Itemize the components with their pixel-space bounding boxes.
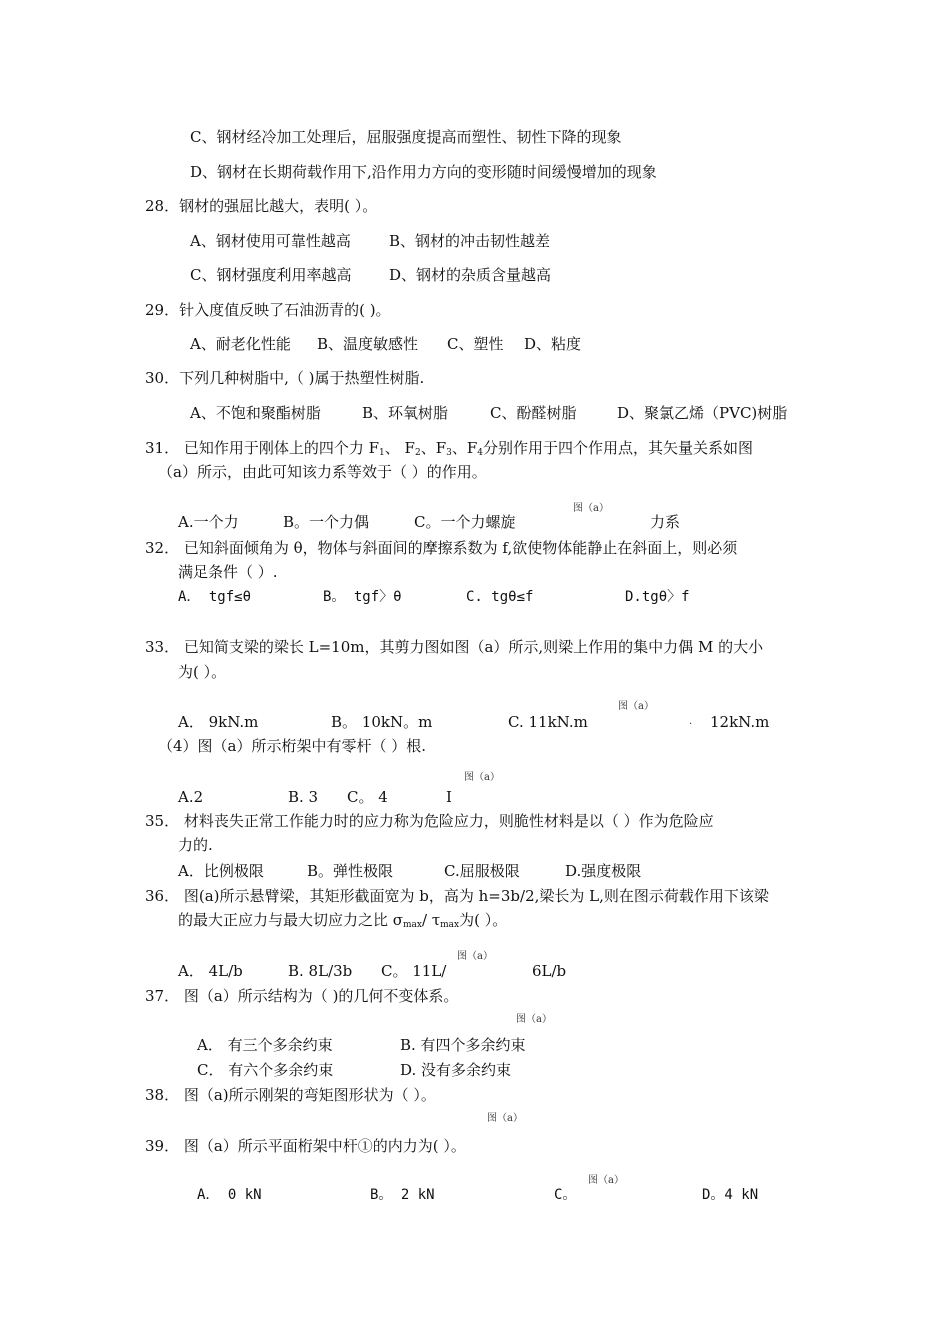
q32-stem-line1: 32． 已知斜面倾角为 θ，物体与斜面间的摩擦系数为 f,欲使物体能静止在斜面上，则必须 — [145, 539, 738, 557]
q31-option-a: A.一个力 — [178, 513, 239, 531]
q28-option-c: C、钢材强度利用率越高 — [190, 266, 352, 284]
q33-stem-line1: 33． 已知简支梁的梁长 L=10m，其剪力图如图（a）所示,则梁上作用的集中力偶 M 的大小 — [145, 638, 764, 656]
q34-stem: （4）图（a）所示桁架中有零杆（ ）根. — [158, 737, 427, 755]
q39-option-a: A． 0 kN — [197, 1187, 262, 1203]
q36-option-c: C。 11L/ — [381, 962, 447, 980]
q34-option-b: B. 3 — [288, 788, 319, 806]
q37-stem: 37． 图（a）所示结构为（ )的几何不变体系。 — [145, 987, 459, 1005]
q35-option-b: B。弹性极限 — [307, 862, 394, 880]
q38-figure-label: 图（a） — [487, 1113, 523, 1124]
q33-stem-line2: 为( ）。 — [178, 663, 227, 681]
q36-option-d: 6L/b — [532, 962, 567, 980]
q29-option-a: A、耐老化性能 — [190, 335, 291, 353]
q37-option-d: D. 没有多余约束 — [400, 1061, 512, 1079]
q39-figure-label: 图（a） — [588, 1175, 624, 1186]
q36-figure-label: 图（a） — [457, 951, 493, 962]
q37-option-a: A． 有三个多余约束 — [197, 1036, 333, 1054]
q35-stem-line2: 力的. — [178, 836, 213, 854]
q35-option-a: A．比例极限 — [178, 862, 264, 880]
q29-option-b: B、温度敏感性 — [317, 335, 419, 353]
q34-option-a: A.2 — [178, 788, 204, 806]
q36-option-b: B. 8L/3b — [288, 962, 353, 980]
q28-option-a: A、钢材使用可靠性越高 — [190, 232, 351, 250]
q39-stem: 39． 图（a）所示平面桁架中杆①的内力为( ）。 — [145, 1137, 466, 1155]
q31-stem-line2: （a）所示，由此可知该力系等效于（ ）的作用。 — [158, 463, 487, 481]
q32-option-d: D.tgθ〉f — [625, 589, 690, 605]
q31-option-d: 力系 — [650, 513, 681, 531]
q36-stem-line1: 36． 图(a)所示悬臂梁，其矩形截面宽为 b，高为 h=3b/2,梁长为 L,则在图示荷载作用下该梁 — [145, 887, 769, 905]
q30-option-b: B、环氧树脂 — [362, 404, 449, 422]
q34-option-c: C。 4 — [347, 788, 388, 806]
q33-figure-label: 图（a） — [618, 701, 654, 712]
q28-stem: 28．钢材的强屈比越大，表明( ）。 — [145, 197, 378, 215]
q33-option-c: C. 11kN.m — [508, 713, 588, 731]
q38-stem: 38． 图（a)所示刚架的弯矩图形状为（ ）。 — [145, 1086, 436, 1104]
q30-option-d: D、聚氯乙烯（PVC)树脂 — [617, 404, 788, 422]
q39-option-d: D。4 kN — [702, 1187, 759, 1203]
q32-option-b: B。 tgf〉θ — [323, 589, 402, 605]
q35-option-c: C.屈服极限 — [444, 862, 520, 880]
q35-stem-line1: 35． 材料丧失正常工作能力时的应力称为危险应力，则脆性材料是以（ ）作为危险应 — [145, 812, 714, 830]
q31-option-b: B。一个力偶 — [283, 513, 370, 531]
q27-option-d: D、钢材在长期荷载作用下,沿作用力方向的变形随时间缓慢增加的现象 — [190, 163, 657, 181]
q37-figure-label: 图（a） — [516, 1014, 552, 1025]
q33-option-b: B。 10kN。m — [331, 713, 433, 731]
q33-option-a: A． 9kN.m — [178, 713, 259, 731]
q32-option-a: A． tgf≤θ — [178, 589, 252, 605]
q34-figure-label: 图（a） — [464, 772, 500, 783]
q28-option-d: D、钢材的杂质含量越高 — [389, 266, 552, 284]
q30-option-a: A、不饱和聚酯树脂 — [190, 404, 321, 422]
q34-option-d: I — [446, 788, 452, 806]
q35-option-d: D.强度极限 — [565, 862, 642, 880]
q31-figure-label: 图（a） — [573, 503, 609, 514]
q36-option-a: A． 4L/b — [178, 962, 243, 980]
q32-stem-line2: 满足条件（ ）. — [178, 563, 278, 581]
q33-option-d: 12kN.m — [710, 713, 770, 731]
q28-option-b: B、钢材的冲击韧性越差 — [389, 232, 551, 250]
q29-stem: 29．针入度值反映了石油沥青的( )。 — [145, 301, 391, 319]
q37-option-b: B. 有四个多余约束 — [400, 1036, 526, 1054]
q27-option-c: C、钢材经冷加工处理后，屈服强度提高而塑性、韧性下降的现象 — [190, 128, 622, 146]
q29-option-d: D、粘度 — [524, 335, 582, 353]
q39-option-c: C。 — [554, 1187, 577, 1203]
q30-option-c: C、酚醛树脂 — [490, 404, 577, 422]
q33-stray-mark: . — [689, 716, 693, 727]
q31-stem-line1: 31． 已知作用于刚体上的四个力 $F_1$、 $F_2$、$F_3$、$F_4$分别作用于四个作用点，其矢量关系如图 — [145, 439, 754, 458]
q39-option-b: B。 2 kN — [370, 1187, 435, 1203]
q30-stem: 30．下列几种树脂中,（ )属于热塑性树脂. — [145, 369, 425, 387]
q29-option-c: C、塑性 — [447, 335, 504, 353]
q32-option-c: C. tgθ≤f — [466, 589, 534, 605]
q37-option-c: C． 有六个多余约束 — [197, 1061, 334, 1079]
q31-option-c: C。一个力螺旋 — [414, 513, 516, 531]
q36-stem-line2: 的最大正应力与最大切应力之比 $\sigma_{max}/$ $\tau_{max}$为( ）。 — [178, 911, 508, 930]
